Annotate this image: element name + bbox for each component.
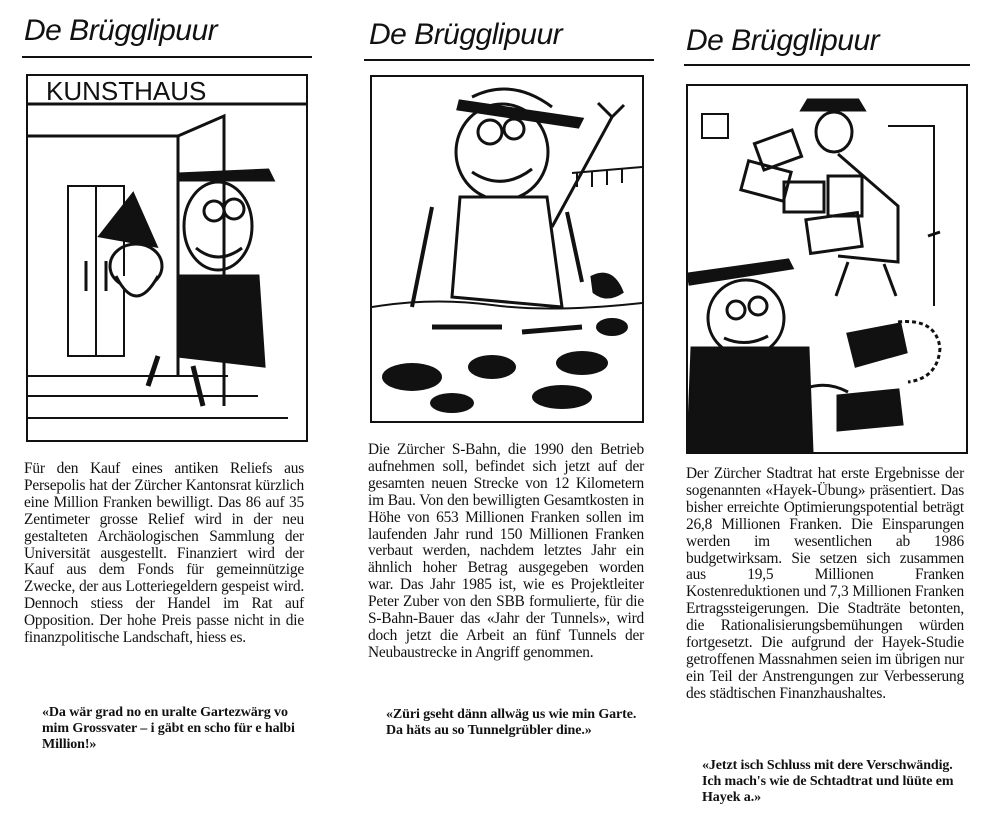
kunsthaus-cartoon — [28, 76, 306, 440]
caption-quote: «Züri gseht dänn allwäg us wie min Garte. Da häts au so Tunnelgrübler dine.» — [386, 707, 637, 738]
heading-rule — [22, 56, 312, 58]
shopping-cartoon — [688, 86, 966, 452]
heading-rule — [684, 64, 970, 66]
article-text: Der Zürcher Stadtrat hat erste Ergebnisse der sogenannten «Hayek-Übung» präsentiert. Das bisher erreichte Optimierungspotential beträgt 26,8 Millionen Franken. Die Einsparungen werden im wesentlichen ab 1986 budgetwirksam. Sie setzen sich zusammen aus 19,5 Millionen Franken Kostenreduktionen und 7,3 Millionen Franken Ertragssteigerungen. Die Stadträte betonten, die Rationalisierungsbemühungen würden fortgesetzt. Die aufgrund der Hayek-Studie getroffenen Massnahmen seien im übrigen nur ein Teil der Anstrengungen zur Verbesserung des städtischen Finanzhaushaltes. — [686, 465, 964, 702]
caption-quote: «Da wär grad no en uralte Gartezwärg vo mim Grossvater – i gäbt en scho für e halbi Million!» — [42, 705, 295, 752]
gardener-cartoon — [372, 77, 642, 421]
article-text: Für den Kauf eines antiken Reliefs aus Persepolis hat der Zürcher Kantonsrat kürzlich eine Million Franken bewilligt. Das 86 auf 35 Zentimeter grosse Relief wird in der neu gestalteten Archäologischen Sammlung der Universität ausgestellt. Finanziert wird der Kauf aus dem Fonds für gemeinnützige Zwecke, der aus Lotteriegeldern gespeist wird. Dennoch stiess der Handel im Rat auf Opposition. Der hohe Preis passe nicht in die finanzpolitische Landschaft, hiess es. — [24, 460, 304, 647]
column-heading: De Brügglipuur — [686, 24, 880, 57]
cartoon-illustration — [26, 74, 308, 442]
heading-rule — [364, 59, 654, 61]
kunsthaus-sign: KUNSTHAUS — [46, 76, 207, 106]
caption-quote: «Jetzt isch Schluss mit dere Verschwändig. Ich mach's wie de Schtadtrat und lüüte em Hayek a.» — [702, 758, 954, 805]
article-text: Die Zürcher S-Bahn, die 1990 den Betrieb aufnehmen soll, befindet sich jetzt auf der gesamten neuen Strecke von 12 Kilometern im Bau. Von den bewilligten Gesamtkosten in Höhe von 653 Millionen Franken sollen im laufenden Jahr rund 150 Millionen Franken verbaut werden, nachdem letztes Jahr ein ähnlich hoher Betrag ausgegeben worden war. Das Jahr 1985 ist, wie es Projektleiter Peter Zuber von den SBB formulierte, für die S-Bahn-Bauer das «Jahr der Tunnels», wird doch jetzt die Arbeit an fünf Tunnels der Neubaustrecke in Angriff genommen. — [368, 441, 644, 661]
cartoon-illustration — [686, 84, 968, 454]
cartoon-illustration — [370, 75, 644, 423]
column-heading: De Brügglipuur — [369, 18, 563, 51]
column-heading: De Brügglipuur — [24, 14, 218, 47]
